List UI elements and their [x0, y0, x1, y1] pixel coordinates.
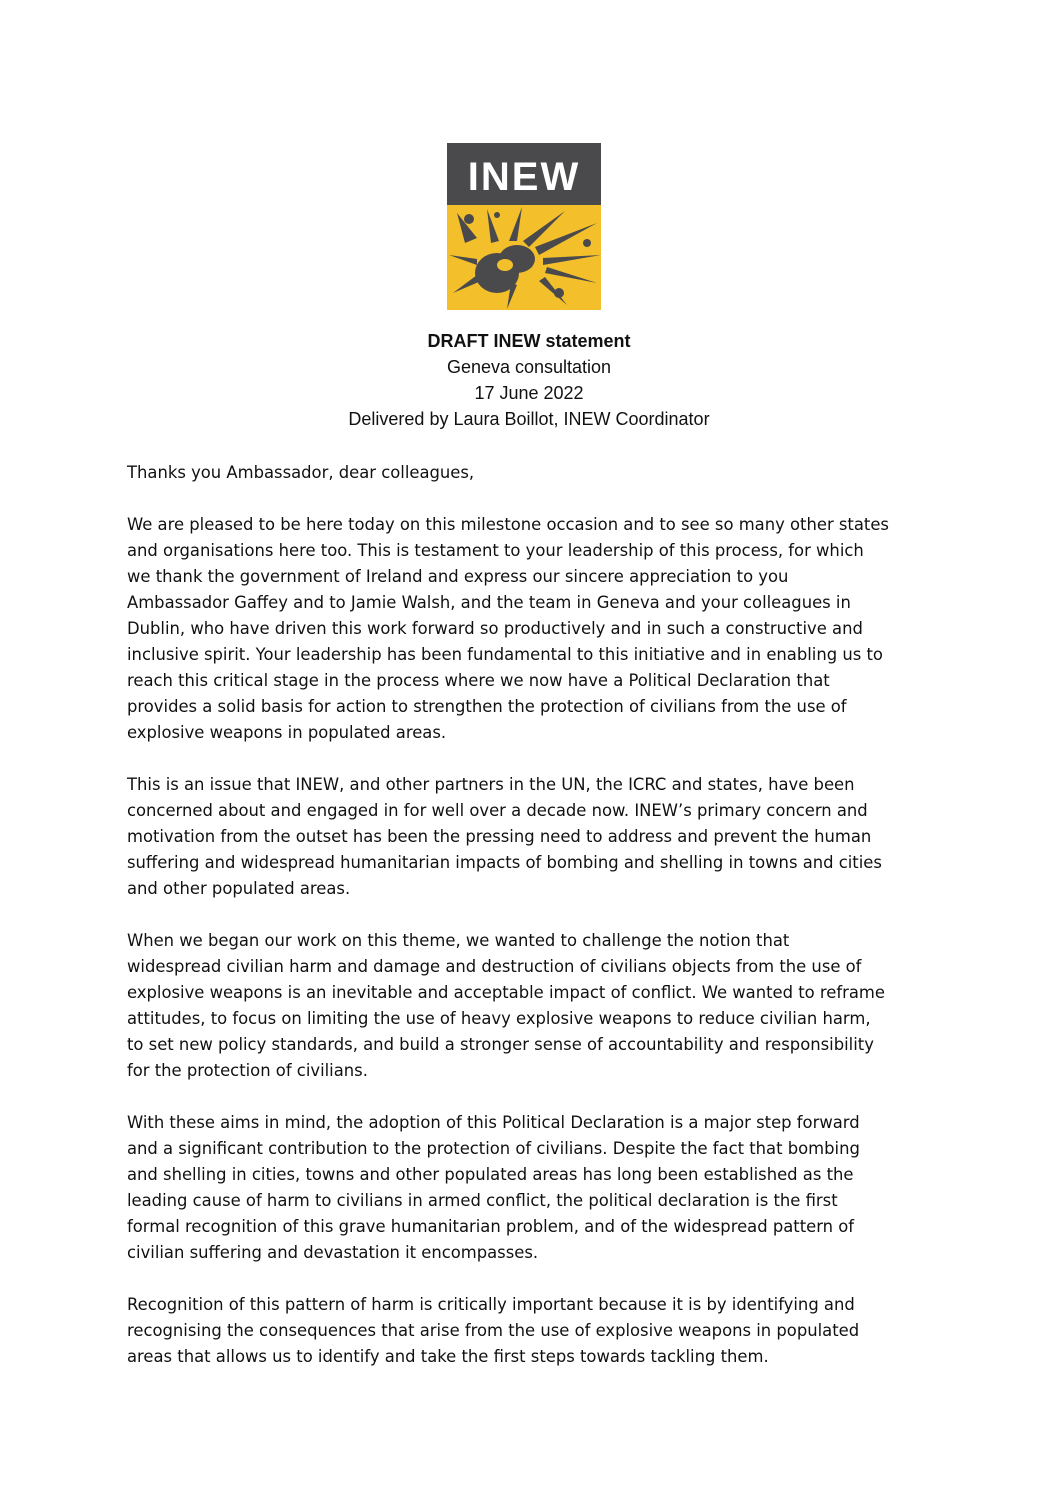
paragraph-line: attitudes, to focus on limiting the use of heavy explosive weapons to reduce civilian harm, [127, 1009, 871, 1028]
paragraph [127, 512, 927, 746]
paragraph-line: widespread civilian harm and damage and destruction of civilians objects from the use of [127, 957, 862, 976]
paragraph-line: recognising the consequences that arise from the use of explosive weapons in populated [127, 1321, 860, 1340]
statement-subtitle: Geneva consultation [446, 357, 612, 377]
paragraph [127, 460, 927, 486]
logo-text: INEW [467, 155, 581, 199]
paragraph [127, 772, 927, 902]
paragraph [127, 928, 927, 1084]
paragraph-line: Recognition of this pattern of harm is critically important because it is by identifying and [127, 1295, 855, 1314]
explosion-burst-icon [447, 143, 601, 310]
inew-logo [447, 143, 601, 310]
paragraph [127, 1292, 927, 1370]
paragraph-line: This is an issue that INEW, and other partners in the UN, the ICRC and states, have been [127, 775, 855, 794]
statement-heading [0, 328, 1058, 432]
paragraph-line: formal recognition of this grave humanitarian problem, and of the widespread pattern of [127, 1217, 855, 1236]
paragraph-line: we thank the government of Ireland and express our sincere appreciation to you [127, 567, 789, 586]
paragraph-line: areas that allows us to identify and take the first steps towards tackling them. [127, 1347, 769, 1366]
statement-delivered-by: Delivered by Laura Boillot, INEW Coordinator [348, 409, 710, 429]
paragraph-line: We are pleased to be here today on this milestone occasion and to see so many other states [127, 515, 889, 534]
paragraph-line: With these aims in mind, the adoption of this Political Declaration is a major step forward [127, 1113, 860, 1132]
paragraph-line: inclusive spirit. Your leadership has been fundamental to this initiative and in enabling us to [127, 645, 883, 664]
paragraph-line: and organisations here too. This is testament to your leadership of this process, for which [127, 541, 864, 560]
paragraph-line: civilian suffering and devastation it encompasses. [127, 1243, 539, 1262]
paragraph-line: and a significant contribution to the protection of civilians. Despite the fact that bombing [127, 1139, 860, 1158]
statement-date: 17 June 2022 [474, 383, 584, 403]
paragraph-line: provides a solid basis for action to strengthen the protection of civilians from the use of [127, 697, 847, 716]
paragraph-line: leading cause of harm to civilians in armed conflict, the political declaration is the first [127, 1191, 838, 1210]
paragraph-line: explosive weapons in populated areas. [127, 723, 447, 742]
statement-body [127, 460, 927, 1396]
paragraph-line: and shelling in cities, towns and other populated areas has long been established as the [127, 1165, 854, 1184]
paragraph-line: for the protection of civilians. [127, 1061, 368, 1080]
paragraph-line: Thanks you Ambassador, dear colleagues, [127, 463, 475, 482]
paragraph-line: explosive weapons is an inevitable and acceptable impact of conflict. We wanted to reframe [127, 983, 885, 1002]
paragraph-line: reach this critical stage in the process where we now have a Political Declaration that [127, 671, 830, 690]
paragraph-line: suffering and widespread humanitarian impacts of bombing and shelling in towns and cities [127, 853, 882, 872]
paragraph-line: to set new policy standards, and build a stronger sense of accountability and responsibility [127, 1035, 874, 1054]
paragraph-line: Ambassador Gaffey and to Jamie Walsh, and the team in Geneva and your colleagues in [127, 593, 851, 612]
paragraph-line: and other populated areas. [127, 879, 351, 898]
paragraph-line: concerned about and engaged in for well over a decade now. INEW’s primary concern and [127, 801, 868, 820]
statement-title: DRAFT INEW statement [427, 331, 631, 351]
paragraph-line: Dublin, who have driven this work forward so productively and in such a constructive and [127, 619, 863, 638]
paragraph [127, 1110, 927, 1266]
paragraph-line: When we began our work on this theme, we wanted to challenge the notion that [127, 931, 790, 950]
paragraph-line: motivation from the outset has been the pressing need to address and prevent the human [127, 827, 872, 846]
